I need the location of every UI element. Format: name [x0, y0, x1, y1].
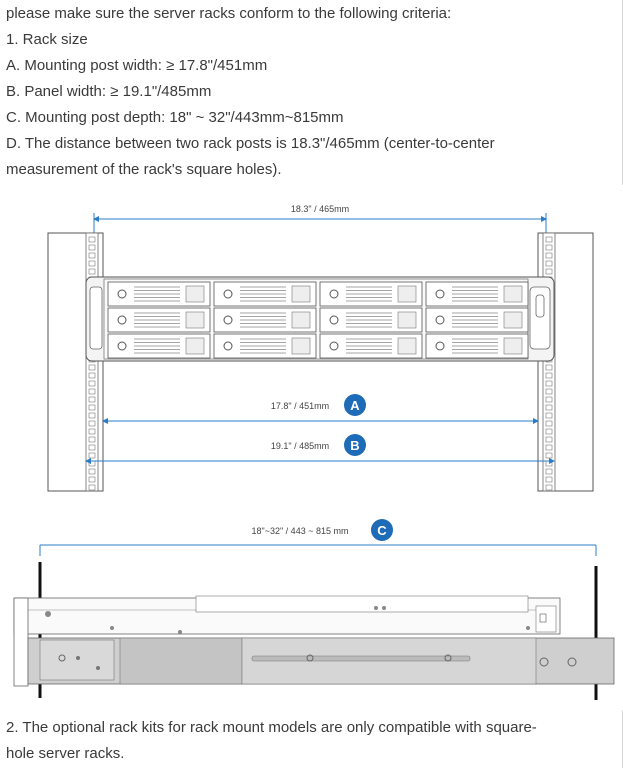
rack-side-view-figure: [0, 510, 623, 710]
svg-text:B: B: [350, 438, 360, 453]
section-2-line-1: 2. The optional rack kits for rack mount models are only compatible with square-: [6, 719, 537, 736]
dimension-a-label: 17.8" / 451mm: [270, 401, 330, 411]
drive-bay: [320, 308, 422, 332]
drive-bay: [108, 282, 210, 306]
criteria-c: C. Mounting post depth: 18" ~ 32"/443mm~815mm: [6, 109, 344, 126]
drive-bay: [214, 282, 316, 306]
section-2-line-2: hole server racks.: [6, 745, 125, 762]
drive-bay: [108, 334, 210, 358]
drive-bay: [426, 308, 528, 332]
drive-bay: [320, 282, 422, 306]
drive-bay: [214, 308, 316, 332]
criteria-d-line-2: measurement of the rack's square holes).: [6, 161, 282, 178]
drive-bay: [426, 282, 528, 306]
criteria-d-line-1: D. The distance between two rack posts is 18.3"/465mm (center-to-center: [6, 135, 495, 152]
dimension-c-label: 18"~32" / 443 ~ 815 mm: [251, 526, 349, 536]
drive-bay: [108, 308, 210, 332]
criteria-b: B. Panel width: ≥ 19.1"/485mm: [6, 83, 212, 100]
section-1-heading: 1. Rack size: [6, 31, 88, 48]
dimension-b-label: 19.1" / 485mm: [270, 441, 330, 451]
rack-front-view-figure: [0, 195, 623, 495]
svg-text:C: C: [377, 523, 387, 538]
criteria-a: A. Mounting post width: ≥ 17.8"/451mm: [6, 57, 268, 74]
svg-text:A: A: [350, 398, 360, 413]
top-dimension-label: 18.3" / 465mm: [290, 204, 350, 214]
intro-text: please make sure the server racks conform to the following criteria:: [6, 5, 452, 22]
drive-bay: [426, 334, 528, 358]
drive-bay: [320, 334, 422, 358]
drive-bay: [214, 334, 316, 358]
